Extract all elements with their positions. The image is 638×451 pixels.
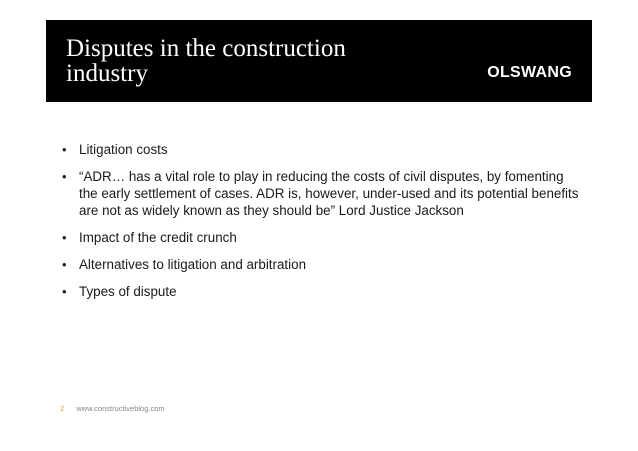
- bullet-item: [62, 229, 582, 246]
- bullet-text: Alternatives to litigation and arbitration: [79, 257, 307, 272]
- bullet-item: [62, 256, 582, 273]
- bullet-item: [62, 168, 582, 219]
- slide-footer: [60, 404, 165, 413]
- bullet-icon: •: [62, 142, 67, 157]
- bullet-text: Impact of the credit crunch: [79, 230, 237, 245]
- page-number: 2: [60, 404, 65, 413]
- bullet-list: [62, 141, 582, 310]
- bullet-icon: •: [62, 230, 67, 245]
- bullet-icon: •: [62, 284, 67, 299]
- slide-header: [46, 20, 592, 102]
- footer-url: www.constructiveblog.com: [76, 404, 165, 413]
- bullet-text: Litigation costs: [79, 142, 168, 157]
- slide-title: Disputes in the construction industry: [66, 35, 346, 87]
- bullet-item: [62, 141, 582, 158]
- bullet-icon: •: [62, 169, 67, 184]
- bullet-text: Types of dispute: [79, 284, 177, 299]
- bullet-item: [62, 283, 582, 300]
- olswang-logo: OLSWANG: [487, 64, 572, 81]
- bullet-icon: •: [62, 257, 67, 272]
- bullet-text: “ADR… has a vital role to play in reducing the costs of civil disputes, by fomenting the early settlement of cases. ADR is, however, under-used and its potential benefits are not as widely known as they should be” Lord Justice Jackson: [79, 169, 579, 218]
